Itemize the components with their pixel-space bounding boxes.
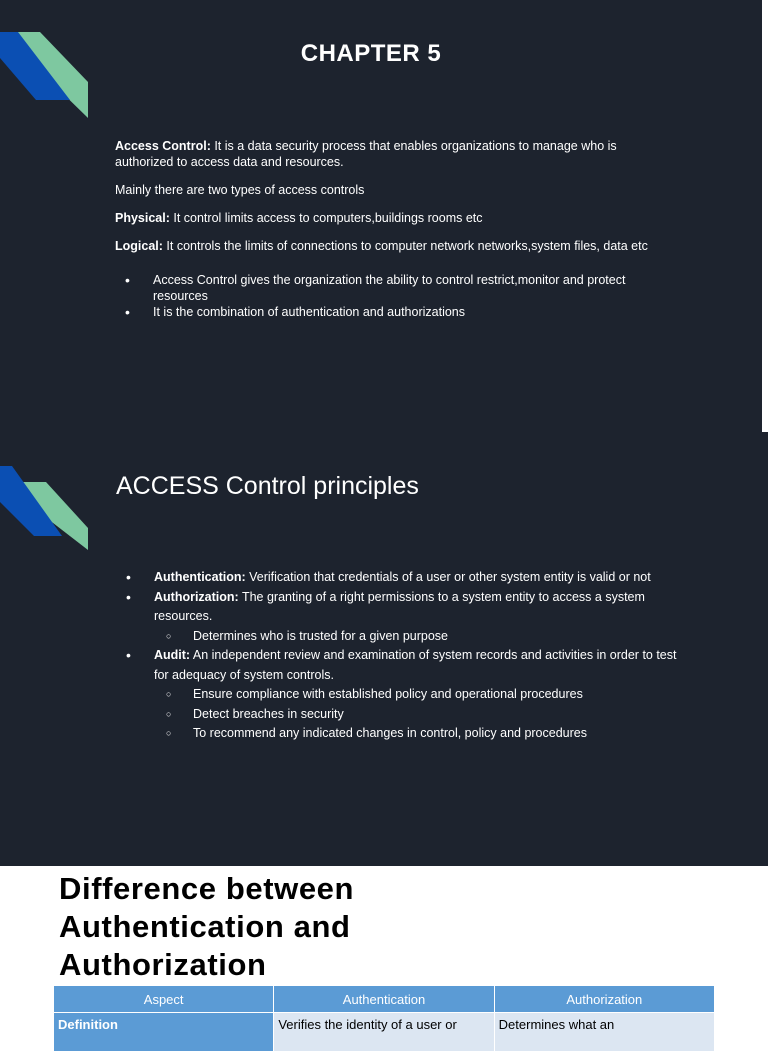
header-authentication: Authentication — [274, 986, 494, 1013]
table-cell: Verifies the identity of a user or — [274, 1013, 494, 1052]
list-item: • It is the combination of authentication and authorizations — [115, 304, 675, 320]
audit-sublist — [154, 685, 686, 744]
principles-title: ACCESS Control principles — [116, 472, 419, 500]
principles-list — [116, 568, 686, 744]
list-item: • Access Control gives the organization the ability to control restrict,monitor and protect resources — [115, 272, 675, 304]
title-line: Authentication and — [59, 909, 351, 944]
difference-title — [59, 870, 354, 984]
physical-text: It control limits access to computers,buildings rooms etc — [169, 211, 483, 225]
physical-paragraph — [115, 210, 675, 226]
audit-text: An independent review and examination of system records and activities in order to test for adequacy of system controls. — [154, 648, 677, 682]
physical-term: Physical: — [115, 211, 170, 225]
sub-list-item: ○ Determines who is trusted for a given purpose — [116, 627, 686, 647]
access-control-paragraph — [115, 138, 675, 170]
two-types-paragraph: Mainly there are two types of access controls — [115, 183, 365, 197]
authorization-sublist — [154, 627, 686, 647]
corner-decoration-icon — [0, 432, 90, 552]
access-control-text: It is a data security process that enables organizations to manage who is authorized to access data and resources. — [115, 139, 617, 169]
title-line: Authorization — [59, 947, 267, 982]
slide1-bullet-list — [115, 272, 675, 320]
slide1-body — [115, 138, 675, 320]
sub-list-item: ○ Ensure compliance with established policy and operational procedures — [116, 685, 686, 705]
title-line: Difference between — [59, 871, 355, 906]
slide-difference — [0, 866, 768, 1032]
table-row — [54, 1013, 715, 1052]
sub-list-item: ○ Detect breaches in security — [116, 705, 686, 725]
list-item — [116, 568, 686, 588]
audit-term: Audit: — [154, 648, 191, 662]
slide-access-control-principles — [0, 432, 768, 866]
slide-chapter-5 — [0, 0, 762, 432]
list-item — [116, 646, 686, 744]
authentication-text: Verification that credentials of a user or other system entity is valid or not — [245, 570, 651, 584]
table-cell: Definition — [54, 1013, 274, 1052]
comparison-table — [53, 985, 715, 1052]
authorization-text: The granting of a right permissions to a system entity to access a system resources. — [154, 589, 645, 623]
access-control-term: Access Control: — [115, 139, 211, 153]
table-cell: Determines what an — [494, 1013, 714, 1052]
list-item — [116, 588, 686, 647]
logical-text: It controls the limits of connections to computer network networks,system files, data etc — [162, 239, 648, 253]
logical-paragraph — [115, 238, 675, 254]
header-aspect: Aspect — [54, 986, 274, 1013]
header-authorization: Authorization — [494, 986, 714, 1013]
logical-term: Logical: — [115, 239, 163, 253]
sub-list-item: ○ To recommend any indicated changes in control, policy and procedures — [116, 724, 686, 744]
slide2-body — [116, 568, 686, 744]
chapter-title: CHAPTER 5 — [300, 40, 442, 67]
authentication-term: Authentication: — [154, 570, 246, 584]
table-header-row — [54, 986, 715, 1013]
authorization-term: Authorization: — [154, 589, 239, 604]
